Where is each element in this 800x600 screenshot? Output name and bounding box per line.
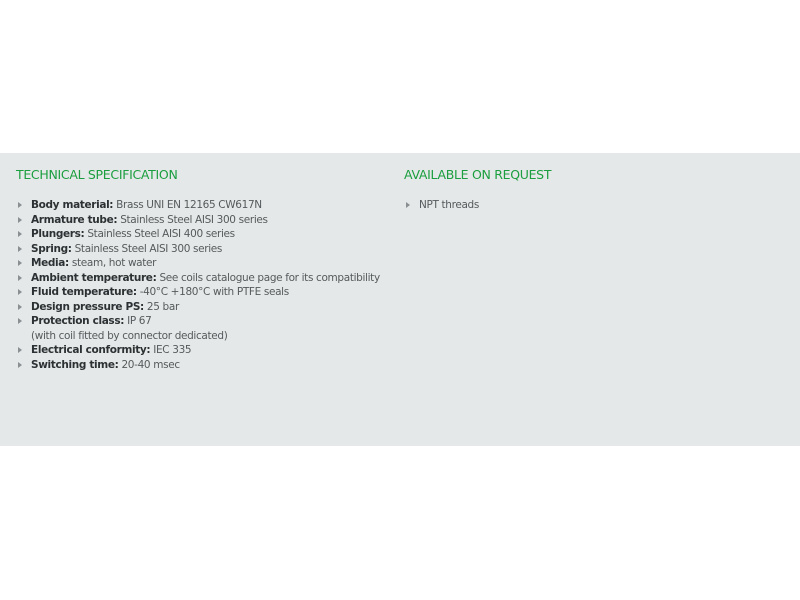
- spec-label: Plungers:: [31, 228, 85, 240]
- technical-specification-section: [16, 167, 386, 372]
- spec-item-armature-tube: [16, 213, 386, 228]
- spec-value: IEC 335: [153, 344, 192, 356]
- bullet-icon: [18, 260, 22, 266]
- bullet-icon: [18, 362, 22, 368]
- spec-label: Protection class:: [31, 315, 125, 327]
- technical-specification-list: [16, 198, 386, 372]
- spec-value: Stainless Steel AISI 300 series: [120, 213, 268, 226]
- spec-item-protection-class: [16, 314, 386, 343]
- request-item-value: NPT threads: [419, 199, 479, 211]
- spec-label: Design pressure PS:: [31, 300, 144, 313]
- spec-label: Ambient temperature:: [31, 271, 157, 284]
- spec-value: 25 bar: [146, 300, 179, 313]
- spec-value: -40°C +180°C with PTFE seals: [139, 286, 289, 298]
- spec-item-body-material: [16, 198, 386, 213]
- spec-label: Armature tube:: [31, 213, 118, 226]
- spec-item-fluid-temperature: [16, 285, 386, 300]
- technical-specification-heading: TECHNICAL SPECIFICATION: [16, 167, 178, 182]
- spec-label: Media:: [31, 257, 69, 269]
- spec-label: Electrical conformity:: [31, 344, 151, 356]
- bullet-icon: [18, 275, 22, 281]
- spec-item-spring: [16, 242, 386, 257]
- available-on-request-section: [404, 167, 784, 213]
- bullet-icon: [18, 318, 22, 324]
- spec-item-media: [16, 256, 386, 271]
- bullet-icon: [18, 217, 22, 223]
- spec-value: steam, hot water: [71, 257, 157, 269]
- spec-label: Spring:: [31, 242, 72, 255]
- spec-label: Fluid temperature:: [31, 286, 137, 298]
- spec-item-electrical-conformity: [16, 343, 386, 358]
- spec-item-design-pressure: [16, 300, 386, 315]
- bullet-icon: [18, 246, 22, 252]
- spec-label: Body material:: [31, 199, 114, 211]
- bullet-icon: [18, 304, 22, 310]
- spec-item-switching-time: [16, 358, 386, 373]
- spec-label: Switching time:: [31, 358, 119, 371]
- bullet-icon: [18, 231, 22, 237]
- bullet-icon: [18, 289, 22, 295]
- specification-panel: [0, 153, 800, 446]
- spec-value: Stainless Steel AISI 400 series: [87, 228, 235, 240]
- available-on-request-list: [404, 198, 784, 213]
- spec-value: 20-40 msec: [121, 358, 180, 371]
- spec-value-continuation: (with coil fitted by connector dedicated): [31, 329, 228, 342]
- spec-value: Stainless Steel AISI 300 series: [74, 242, 223, 255]
- bullet-icon: [18, 347, 22, 353]
- request-item-npt-threads: [404, 198, 784, 213]
- spec-value: Brass UNI EN 12165 CW617N: [116, 199, 262, 211]
- spec-value: See coils catalogue page for its compatibility: [159, 271, 380, 284]
- spec-item-plungers: [16, 227, 386, 242]
- spec-value: IP 67: [127, 315, 152, 327]
- available-on-request-heading: AVAILABLE ON REQUEST: [404, 167, 552, 182]
- spec-item-ambient-temperature: [16, 271, 386, 286]
- bullet-icon: [406, 202, 410, 208]
- bullet-icon: [18, 202, 22, 208]
